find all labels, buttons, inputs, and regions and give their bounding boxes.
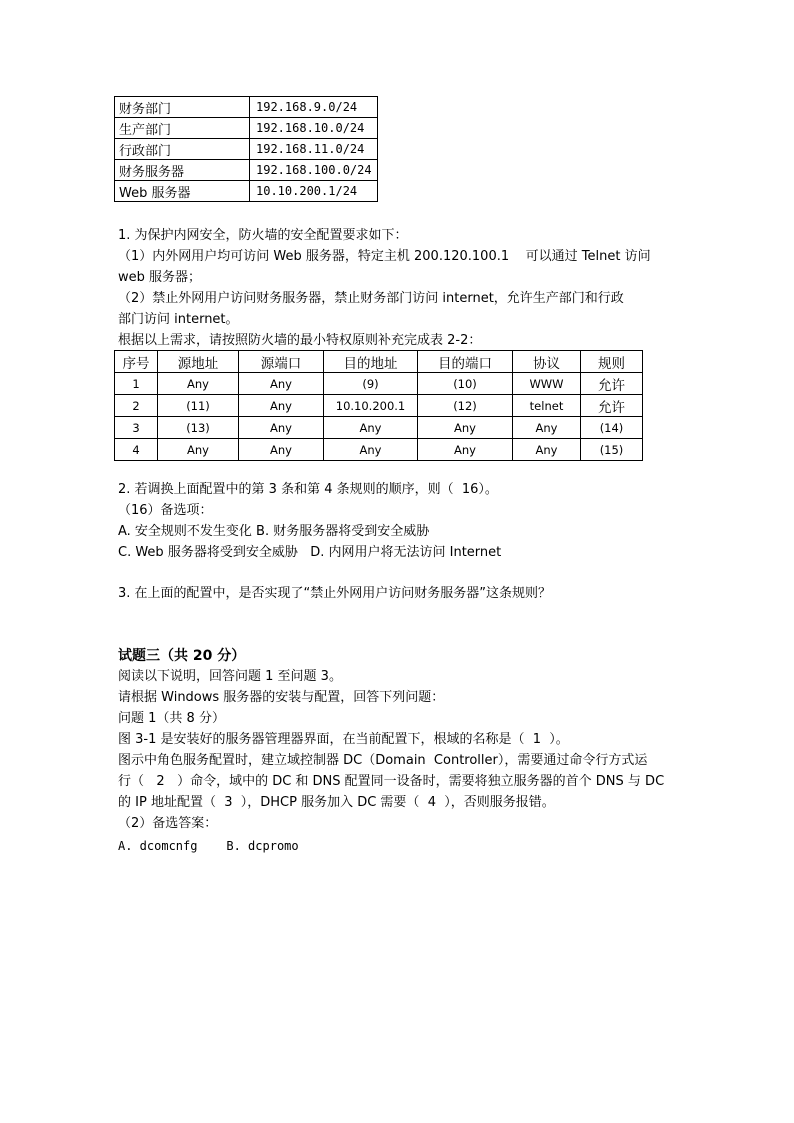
table-cell: (10): [418, 373, 513, 395]
table-cell: (14): [581, 417, 643, 439]
header-cell: 协议: [513, 351, 581, 373]
table-cell: Any: [239, 439, 324, 461]
table-cell: Any: [239, 373, 324, 395]
dept-subnet: 192.168.9.0/24: [250, 97, 378, 118]
dept-subnet: 10.10.200.1/24: [250, 181, 378, 202]
table-cell: 4: [115, 439, 158, 461]
q2-options-ab: A. 安全规则不发生变化 B. 财务服务器将受到安全威胁: [118, 524, 430, 539]
table-row: [115, 181, 378, 202]
q1-requirement-2: （2）禁止外网用户访问财务服务器，禁止财务部门访问 internet，允许生产部门和行政: [118, 291, 624, 306]
table-row: [115, 118, 378, 139]
table-cell: Any: [239, 395, 324, 417]
table-cell: Any: [513, 439, 581, 461]
q2-options-cd: C. Web 服务器将受到安全威胁 D. 内网用户将无法访问 Internet: [118, 545, 502, 560]
table-cell: 1: [115, 373, 158, 395]
table-cell: (13): [158, 417, 239, 439]
dept-subnet: 192.168.11.0/24: [250, 139, 378, 160]
table-cell: Any: [418, 439, 513, 461]
table-row: [115, 97, 378, 118]
table-cell: telnet: [513, 395, 581, 417]
dept-subnet: 192.168.10.0/24: [250, 118, 378, 139]
table-cell: (15): [581, 439, 643, 461]
section-intro: 阅读以下说明，回答问题 1 至问题 3。: [118, 669, 342, 684]
q1-title: 1. 为保护内网安全，防火墙的安全配置要求如下：: [118, 228, 408, 243]
table-row: [115, 395, 643, 417]
answer-options: A. dcomcnfg B. dcpromo: [118, 839, 299, 853]
table-cell: (11): [158, 395, 239, 417]
section-heading: 试题三（共 20 分）: [118, 648, 246, 664]
problem-1-text: 行（ 2 ）命令，域中的 DC 和 DNS 配置同一设备时，需要将独立服务器的首个 DNS 与 DC: [118, 774, 665, 789]
q2-options-label: （16）备选项：: [118, 503, 213, 518]
table-row: [115, 139, 378, 160]
dept-subnet: 192.168.100.0/24: [250, 160, 378, 181]
section-intro-2: 请根据 Windows 服务器的安装与配置，回答下列问题：: [118, 690, 445, 705]
dept-name: 行政部门: [115, 139, 250, 160]
firewall-rule-table: [114, 350, 643, 461]
table-cell: 2: [115, 395, 158, 417]
header-cell: 源地址: [158, 351, 239, 373]
dept-name: 生产部门: [115, 118, 250, 139]
table-header-row: [115, 351, 643, 373]
header-cell: 目的端口: [418, 351, 513, 373]
q1-instruction: 根据以上需求，请按照防火墙的最小特权原则补充完成表 2-2：: [118, 333, 482, 348]
table-cell: 允许: [581, 395, 643, 417]
subnet-table: [114, 96, 378, 202]
q1-requirement-1-cont: web 服务器；: [118, 270, 202, 285]
table-cell: (9): [324, 373, 418, 395]
problem-1-text: 图 3-1 是安装好的服务器管理器界面，在当前配置下，根域的名称是（ 1 ）。: [118, 732, 569, 747]
table-cell: WWW: [513, 373, 581, 395]
table-cell: Any: [418, 417, 513, 439]
q1-requirement-2-cont: 部门访问 internet。: [118, 312, 239, 327]
table-cell: 3: [115, 417, 158, 439]
table-row: [115, 417, 643, 439]
header-cell: 源端口: [239, 351, 324, 373]
header-cell: 序号: [115, 351, 158, 373]
table-cell: Any: [324, 417, 418, 439]
problem-1-title: 问题 1（共 8 分）: [118, 711, 225, 726]
q2-title: 2. 若调换上面配置中的第 3 条和第 4 条规则的顺序，则（ 16）。: [118, 482, 498, 497]
header-cell: 规则: [581, 351, 643, 373]
header-cell: 目的地址: [324, 351, 418, 373]
table-cell: 允许: [581, 373, 643, 395]
table-cell: Any: [158, 439, 239, 461]
answers-label: （2）备选答案：: [118, 816, 218, 831]
q3-title: 3. 在上面的配置中，是否实现了“禁止外网用户访问财务服务器”这条规则？: [118, 586, 552, 601]
table-row: [115, 373, 643, 395]
table-cell: (12): [418, 395, 513, 417]
table-cell: Any: [239, 417, 324, 439]
problem-1-text: 图示中角色服务配置时，建立域控制器 DC（Domain Controller），需要通过命令行方式运: [118, 753, 648, 768]
table-cell: Any: [158, 373, 239, 395]
dept-name: 财务服务器: [115, 160, 250, 181]
q1-requirement-1: （1）内外网用户均可访问 Web 服务器，特定主机 200.120.100.1 可以通过 Telnet 访问: [118, 249, 651, 264]
problem-1-text: 的 IP 地址配置（ 3 ），DHCP 服务加入 DC 需要（ 4 ），否则服务报错。: [118, 795, 555, 810]
table-cell: 10.10.200.1: [324, 395, 418, 417]
table-row: [115, 160, 378, 181]
dept-name: 财务部门: [115, 97, 250, 118]
table-row: [115, 439, 643, 461]
table-cell: Any: [513, 417, 581, 439]
table-cell: Any: [324, 439, 418, 461]
dept-name: Web 服务器: [115, 181, 250, 202]
